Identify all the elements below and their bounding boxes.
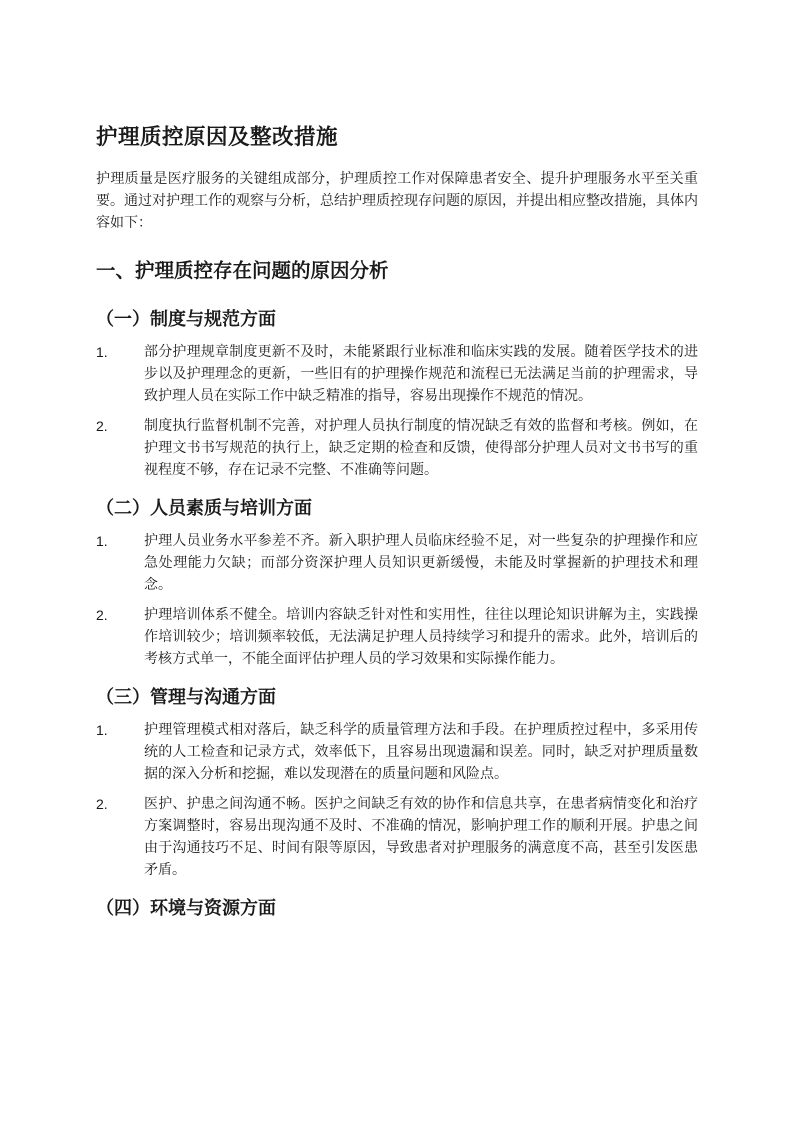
list-item-text: 部分护理规章制度更新不及时，未能紧跟行业标准和临床实践的发展。随着医学技术的进步以及护理理念的更新，一些旧有的护理操作规范和流程已无法满足当前的护理需求，导致护理人员在实际工作中缺乏精准的指导，容易出现操作不规范的情况。 [144, 344, 698, 404]
list-number: 1. [96, 533, 108, 549]
list-item [96, 530, 698, 596]
list-number: 2. [96, 796, 108, 812]
list-number: 1. [96, 722, 108, 738]
list-item [96, 604, 698, 670]
subsection-heading: （二）人员素质与培训方面 [96, 498, 312, 519]
list-item-text: 医护、护患之间沟通不畅。医护之间缺乏有效的协作和信息共享，在患者病情变化和治疗方案调整时，容易出现沟通不及时、不准确的情况，影响护理工作的顺利开展。护患之间由于沟通技巧不足、时间有限等原因，导致患者对护理服务的满意度不高，甚至引发医患矛盾。 [144, 796, 698, 878]
section-heading-causes: 一、护理质控存在问题的原因分析 [96, 259, 389, 282]
intro-paragraph: 护理质量是医疗服务的关键组成部分，护理质控工作对保障患者安全、提升护理服务水平至关重要。通过对护理工作的观察与分析，总结护理质控现存问题的原因，并提出相应整改措施，具体内容如下： [96, 171, 698, 231]
list-item-text: 护理培训体系不健全。培训内容缺乏针对性和实用性，往往以理论知识讲解为主，实践操作培训较少；培训频率较低，无法满足护理人员持续学习和提升的需求。此外，培训后的考核方式单一，不能全面评估护理人员的学习效果和实际操作能力。 [144, 607, 698, 667]
list-number: 1. [96, 344, 108, 360]
subsection-heading: （四）环境与资源方面 [96, 898, 276, 919]
list-number: 2. [96, 607, 108, 623]
subsection-management-communication [96, 684, 698, 881]
numbered-list [96, 719, 698, 881]
list-item [96, 719, 698, 785]
subsection-heading: （三）管理与沟通方面 [96, 687, 276, 708]
list-item-text: 护理管理模式相对落后，缺乏科学的质量管理方法和手段。在护理质控过程中，多采用传统的人工检查和记录方式，效率低下，且容易出现遗漏和误差。同时，缺乏对护理质量数据的深入分析和挖掘，难以发现潜在的质量问题和风险点。 [144, 722, 698, 782]
numbered-list [96, 530, 698, 670]
list-item-text: 制度执行监督机制不完善，对护理人员执行制度的情况缺乏有效的监督和考核。例如，在护理文书书写规范的执行上，缺乏定期的检查和反馈，使得部分护理人员对文书书写的重视程度不够，存在记录不完整、不准确等问题。 [144, 418, 698, 478]
list-item-text: 护理人员业务水平参差不齐。新入职护理人员临床经验不足，对一些复杂的护理操作和应急处理能力欠缺；而部分资深护理人员知识更新缓慢，未能及时掌握新的护理技术和理念。 [144, 533, 698, 593]
list-item [96, 793, 698, 881]
subsection-staff-training [96, 495, 698, 670]
list-number: 2. [96, 418, 108, 434]
document-title: 护理质控原因及整改措施 [96, 125, 339, 150]
list-item [96, 415, 698, 481]
subsection-environment-resources [96, 895, 698, 923]
subsection-system-norms [96, 306, 698, 481]
subsection-heading: （一）制度与规范方面 [96, 309, 276, 330]
numbered-list [96, 341, 698, 481]
list-item [96, 341, 698, 407]
